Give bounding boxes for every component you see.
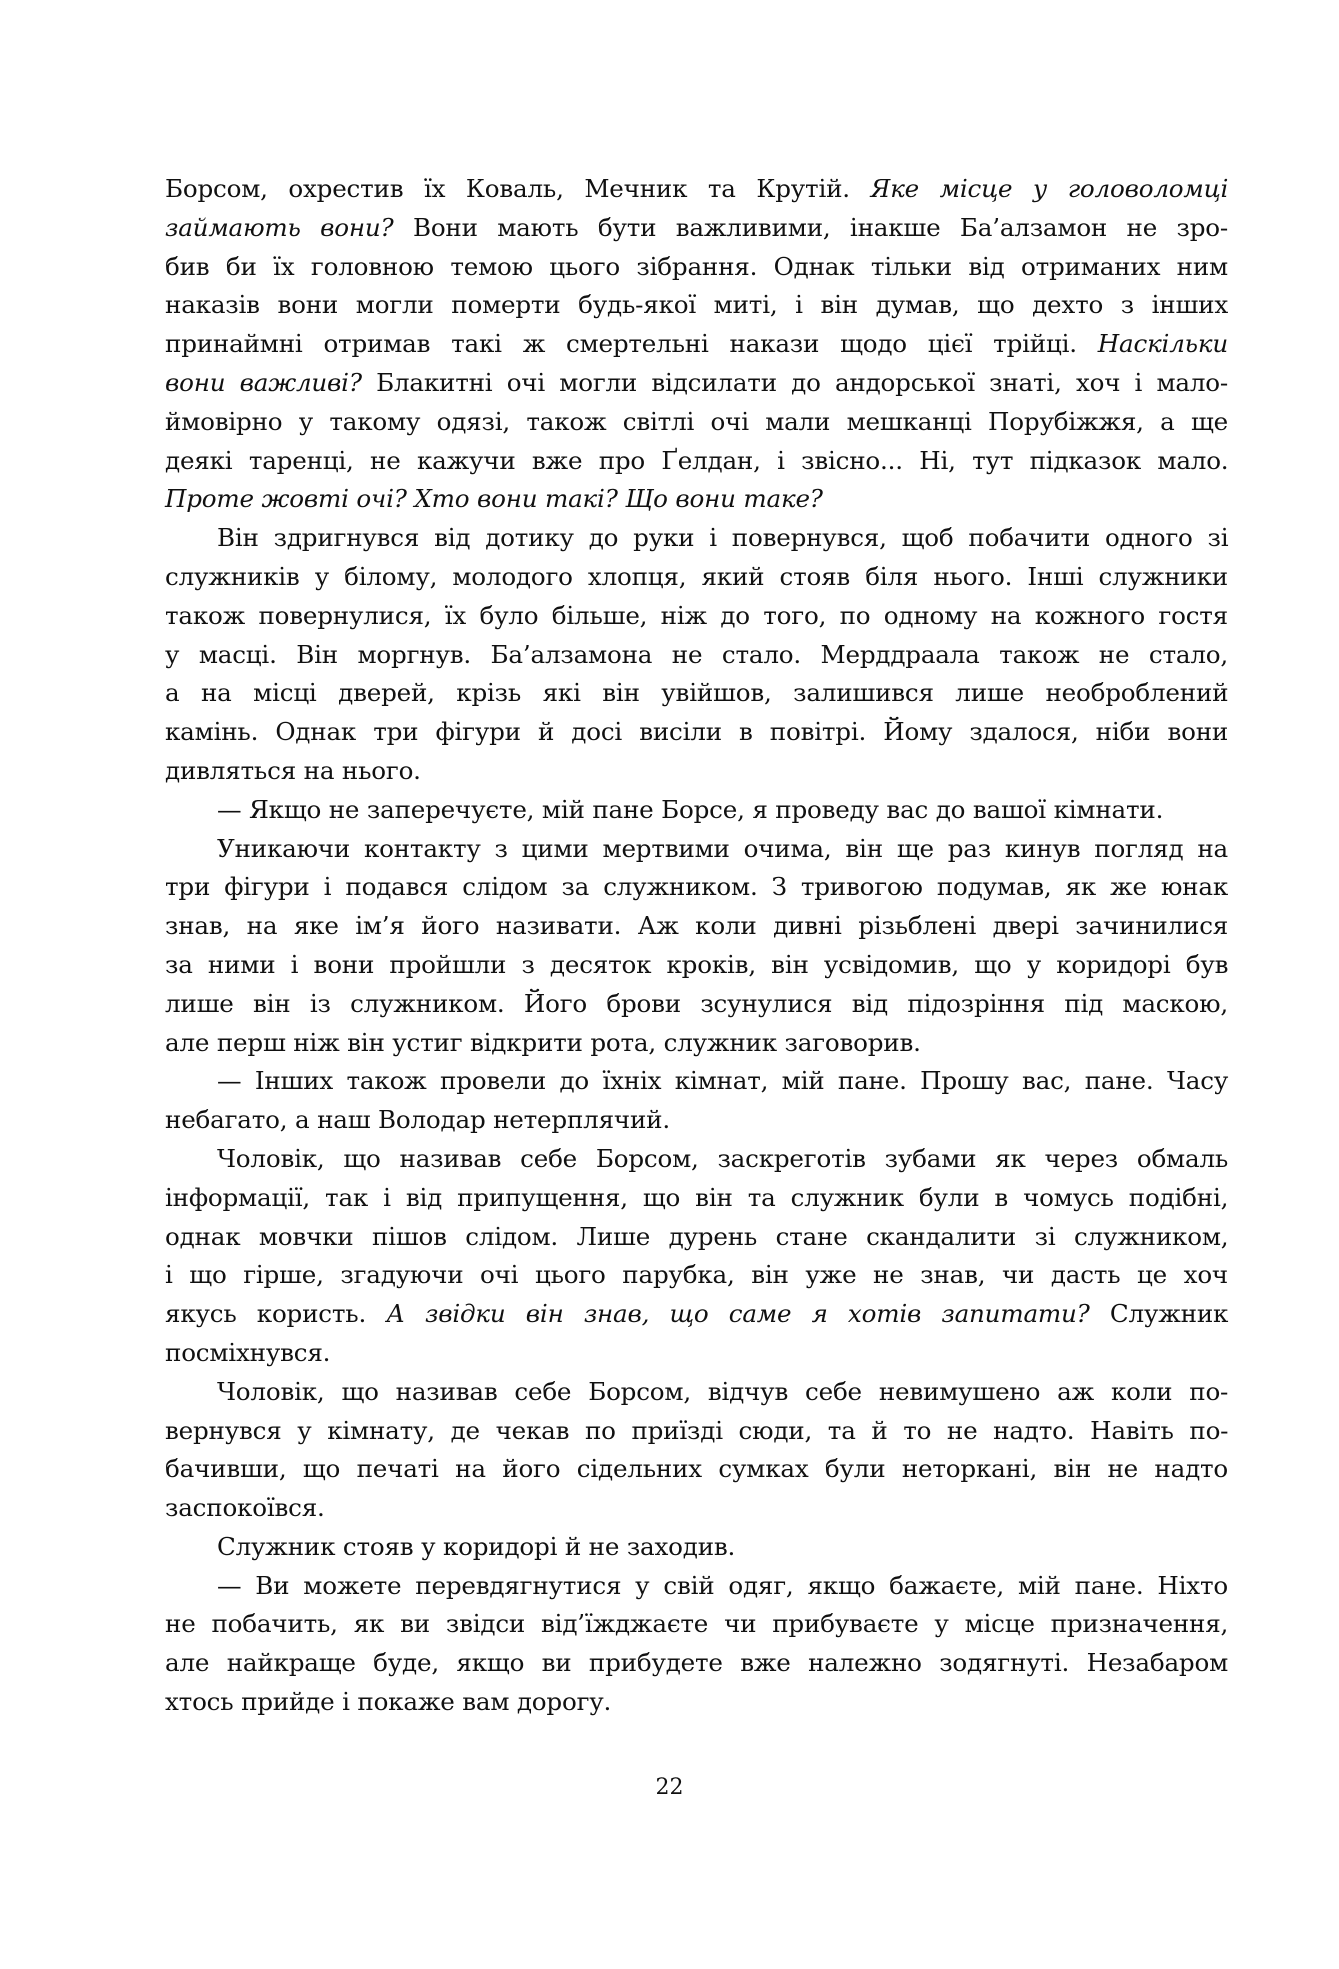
- text-line: [165, 830, 1228, 869]
- text-run: не побачить, як ви звідси від’їжджаєте чи прибуваєте у місце призначення,: [165, 1609, 1229, 1639]
- text-line: [165, 1412, 1228, 1451]
- text-line: [165, 1567, 1228, 1606]
- text-line: [165, 791, 1228, 830]
- text-run: за ними і вони пройшли з десяток кроків, він усвідомив, що у коридорі був: [165, 949, 1229, 979]
- text-run: Він здригнувся від дотику до руки і повернувся, щоб побачити одного зі: [217, 523, 1229, 553]
- text-run: якусь користь.: [165, 1299, 387, 1329]
- text-line: [165, 1295, 1228, 1334]
- text-run: ймовірно у такому одязі, також світлі очі мали мешканці Порубіжжя, а ще: [165, 406, 1228, 436]
- text-line: [165, 1373, 1228, 1412]
- text-run: Служник: [1089, 1299, 1229, 1329]
- paragraph: [165, 1567, 1228, 1722]
- text-line: [165, 1218, 1228, 1257]
- paragraph: [165, 519, 1228, 791]
- text-line: [165, 1489, 1228, 1528]
- paragraph: [165, 1062, 1228, 1140]
- italic-text: Проте жовті очі? Хто вони такі? Що вони таке?: [165, 484, 823, 514]
- text-run: посміхнувся.: [165, 1337, 331, 1367]
- text-run: Служник стояв у коридорі й не заходив.: [217, 1531, 736, 1561]
- text-line: [165, 1256, 1228, 1295]
- text-line: [165, 248, 1228, 287]
- text-run: дивляться на нього.: [165, 755, 421, 785]
- text-run: небагато, а наш Володар нетерплячий.: [165, 1105, 670, 1135]
- text-run: знав, на яке ім’я його називати. Аж коли дивні різьблені двері зачинилися: [165, 911, 1229, 941]
- text-line: [165, 286, 1228, 325]
- text-run: принаймні отримав такі ж смертельні накази щодо цієї трійці.: [165, 329, 1098, 359]
- text-line: [165, 519, 1228, 558]
- text-line: [165, 907, 1228, 946]
- text-line: [165, 1450, 1228, 1489]
- text-line: [165, 1683, 1228, 1722]
- text-run: Борсом, охрестив їх Коваль, Мечник та Крутій.: [165, 174, 871, 203]
- text-line: [165, 985, 1228, 1024]
- text-run: — Ви можете перевдягнутися у свій одяг, якщо бажаєте, мій пане. Ніхто: [217, 1570, 1228, 1600]
- text-run: три фігури і подався слідом за служником. З тривогою подумав, як же юнак: [165, 872, 1228, 902]
- text-line: [165, 480, 1228, 519]
- text-run: служників у білому, молодого хлопця, який стояв біля нього. Інші служники: [165, 561, 1228, 591]
- text-run: деякі таренці, не кажучи вже про Ґелдан, і звісно... Ні, тут підказок мало.: [165, 445, 1229, 475]
- text-run: але перш ніж він устиг відкрити рота, служник заговорив.: [165, 1027, 921, 1057]
- italic-text: А звідки він знав, що саме я хотів запитати?: [386, 1299, 1090, 1329]
- text-run: а на місці дверей, крізь які він увійшов, залишився лише необроблений: [165, 678, 1229, 708]
- text-run: наказів вони могли померти будь-якої миті, і він думав, що дехто з інших: [165, 290, 1228, 320]
- text-line: [165, 636, 1228, 675]
- paragraph: [165, 1373, 1228, 1528]
- text-run: камінь. Однак три фігури й досі висіли в повітрі. Йому здалося, ніби вони: [165, 717, 1229, 747]
- paragraph: [165, 830, 1228, 1063]
- text-line: [165, 868, 1228, 907]
- paragraph: [165, 1140, 1228, 1373]
- paragraph: [165, 791, 1228, 830]
- text-line: [165, 674, 1228, 713]
- text-run: також повернулися, їх було більше, ніж до того, по одному на кожного гостя: [165, 600, 1228, 630]
- text-line: [165, 1528, 1228, 1567]
- paragraph: [165, 170, 1228, 519]
- text-run: лише він із служником. Його брови зсунулися від підозріння під маскою,: [165, 988, 1228, 1018]
- text-run: Чоловік, що називав себе Борсом, відчув себе невимушено аж коли по-: [217, 1376, 1229, 1406]
- text-run: Чоловік, що називав себе Борсом, заскреготів зубами як через обмаль: [217, 1143, 1229, 1173]
- italic-text: вони важливі?: [165, 367, 362, 397]
- text-run: — Інших також провели до їхніх кімнат, мій пане. Прошу вас, пане. Часу: [217, 1066, 1229, 1096]
- text-line: [165, 1140, 1228, 1179]
- text-line: [165, 1605, 1228, 1644]
- text-line: [165, 713, 1228, 752]
- text-run: але найкраще буде, якщо ви прибудете вже належно зодягнуті. Незабаром: [165, 1648, 1228, 1678]
- text-run: інформації, так і від припущення, що він та служник були в чомусь подібні,: [165, 1182, 1229, 1212]
- text-run: хтось прийде і покаже вам дорогу.: [165, 1687, 612, 1717]
- text-line: [165, 442, 1228, 481]
- paragraph: [165, 1528, 1228, 1567]
- italic-text: займають вони?: [165, 212, 394, 242]
- text-run: Уникаючи контакту з цими мертвими очима, він ще раз кинув погляд на: [217, 833, 1228, 863]
- text-line: [165, 597, 1228, 636]
- text-line: [165, 946, 1228, 985]
- text-run: у масці. Він моргнув. Ба’алзамона не стало. Мерддраала також не стало,: [165, 639, 1228, 669]
- text-line: [165, 558, 1228, 597]
- page-number: 22: [655, 1775, 684, 1800]
- italic-text: Наскільки: [1097, 329, 1228, 359]
- text-line: [165, 1024, 1228, 1063]
- text-line: [165, 1334, 1228, 1373]
- text-run: однак мовчки пішов слідом. Лише дурень стане скандалити зі служником,: [165, 1221, 1229, 1251]
- text-run: Вони мають бути важливими, інакше Ба’алзамон не зро-: [393, 212, 1228, 242]
- body-text: [165, 170, 1228, 1722]
- text-run: заспокоївся.: [165, 1493, 325, 1523]
- text-line: [165, 1101, 1228, 1140]
- text-run: бачивши, що печаті на його сідельних сумках були неторкані, він не надто: [165, 1454, 1229, 1484]
- text-line: [165, 170, 1228, 209]
- text-run: і що гірше, згадуючи очі цього парубка, він уже не знав, чи дасть це хоч: [165, 1260, 1228, 1290]
- text-line: [165, 403, 1228, 442]
- text-line: [165, 364, 1228, 403]
- text-line: [165, 1644, 1228, 1683]
- text-line: [165, 752, 1228, 791]
- text-run: — Якщо не заперечуєте, мій пане Борсе, я проведу вас до вашої кімнати.: [217, 794, 1164, 824]
- text-run: вернувся у кімнату, де чекав по приїзді сюди, та й то не надто. Навіть по-: [165, 1415, 1229, 1445]
- text-line: [165, 325, 1228, 364]
- text-line: [165, 1179, 1228, 1218]
- text-run: Блакитні очі могли відсилати до андорської знаті, хоч і мало-: [361, 367, 1229, 397]
- text-line: [165, 209, 1228, 248]
- text-line: [165, 1062, 1228, 1101]
- text-run: бив би їх головною темою цього зібрання. Однак тільки від отриманих ним: [165, 251, 1228, 281]
- italic-text: Яке місце у головоломці: [870, 174, 1229, 203]
